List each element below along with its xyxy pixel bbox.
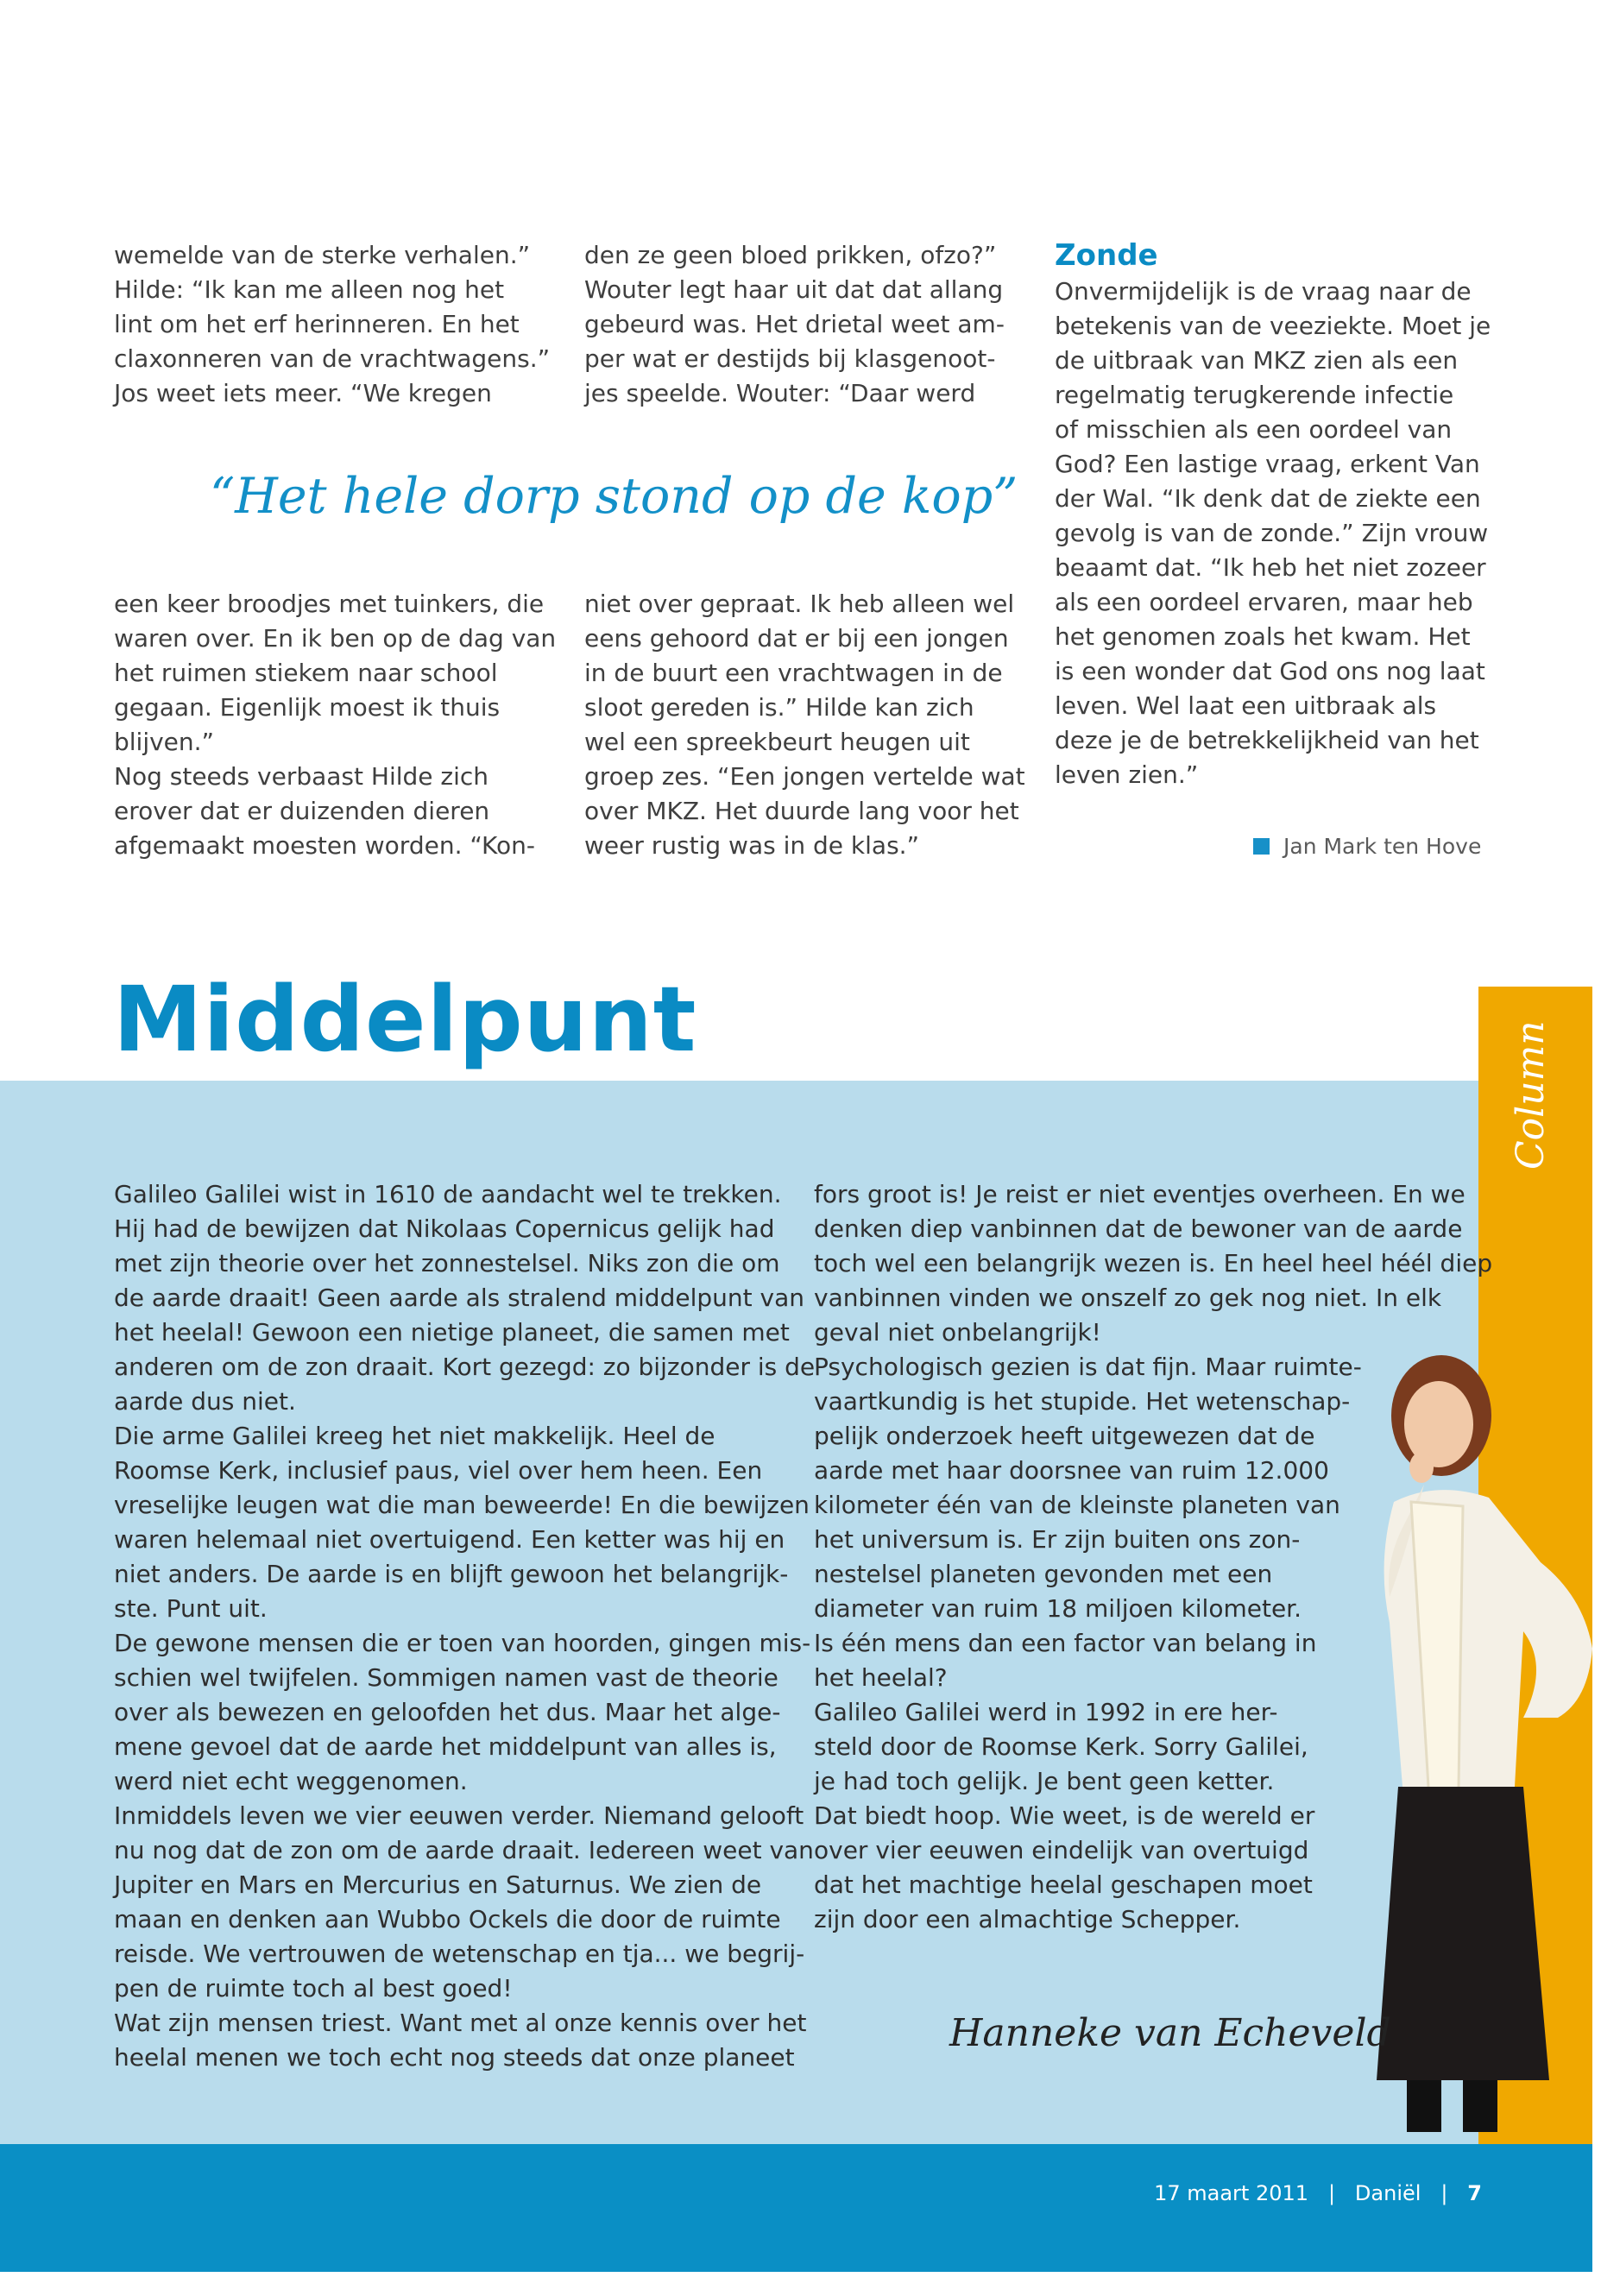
text-line: het ruimen stiekem naar school <box>114 659 498 687</box>
text-line: Dat biedt hoop. Wie weet, is de wereld er <box>814 1801 1315 1830</box>
text-line: regelmatig terugkerende infectie <box>1055 381 1454 409</box>
text-line: vreselijke leugen wat die man beweerde! En die bewijzen <box>114 1491 810 1519</box>
text-line: diameter van ruim 18 miljoen kilometer. <box>814 1594 1302 1623</box>
text-line: pen de ruimte toch al best goed! <box>114 1974 513 2003</box>
text-line: reisde. We vertrouwen de wetenschap en tja... we begrij- <box>114 1940 805 1968</box>
text-line: ste. Punt uit. <box>114 1594 268 1623</box>
text-line: heelal menen we toch echt nog steeds dat onze planeet <box>114 2043 795 2072</box>
text-line: toch wel een belangrijk wezen is. En heel heel héél diep <box>814 1249 1493 1277</box>
text-line: blijven.” <box>114 728 215 756</box>
text-line: der Wal. “Ik denk dat de ziekte een <box>1055 484 1481 513</box>
text-line: je had toch gelijk. Je bent geen ketter. <box>814 1767 1275 1795</box>
text-line: Hij had de bewijzen dat Nikolaas Copernicus gelijk had <box>114 1214 775 1243</box>
byline-author: Jan Mark ten Hove <box>1283 834 1482 859</box>
text-line: de aarde draait! Geen aarde als stralend middelpunt van <box>114 1284 804 1312</box>
column-text-left <box>114 1177 815 2075</box>
text-line: nu nog dat de zon om de aarde draait. Iedereen weet van <box>114 1836 814 1864</box>
text-line: wel een spreekbeurt heugen uit <box>584 728 970 756</box>
text-line: beaamt dat. “Ik heb het niet zozeer <box>1055 553 1486 582</box>
column-title: Middelpunt <box>113 967 697 1072</box>
text-line: Wouter legt haar uit dat dat allang <box>584 275 1004 304</box>
article-col2-bottom <box>584 587 1025 863</box>
byline <box>1253 834 1481 859</box>
text-line: Psychologisch gezien is dat fijn. Maar ruimte- <box>814 1353 1362 1381</box>
text-line: het universum is. Er zijn buiten ons zon- <box>814 1525 1301 1554</box>
text-line: niet over gepraat. Ik heb alleen wel <box>584 590 1015 618</box>
text-line: erover dat er duizenden dieren <box>114 797 490 825</box>
text-line: lint om het erf herinneren. En het <box>114 310 520 338</box>
text-line: per wat er destijds bij klasgenoot- <box>584 344 996 373</box>
text-line: claxonneren van de vrachtwagens.” <box>114 344 551 373</box>
footer-sep-2: | <box>1440 2181 1448 2205</box>
text-line: Onvermijdelijk is de vraag naar de <box>1055 277 1472 306</box>
text-line: nestelsel planeten gevonden met een <box>814 1560 1273 1588</box>
text-line: Is één mens dan een factor van belang in <box>814 1629 1317 1657</box>
text-line: Inmiddels leven we vier eeuwen verder. Niemand gelooft <box>114 1801 804 1830</box>
footer-bar <box>0 2144 1592 2272</box>
footer-sep-1: | <box>1327 2181 1336 2205</box>
text-line: geval niet onbelangrijk! <box>814 1318 1101 1347</box>
text-line: weer rustig was in de klas.” <box>584 831 920 860</box>
text-line: Jupiter en Mars en Mercurius en Saturnus. We zien de <box>114 1870 762 1899</box>
article-col1-top <box>114 238 550 411</box>
text-line: werd niet echt weggenomen. <box>114 1767 468 1795</box>
text-line: kilometer één van de kleinste planeten van <box>814 1491 1340 1519</box>
text-line: deze je de betrekkelijkheid van het <box>1055 726 1479 754</box>
footer-page-number: 7 <box>1467 2181 1482 2205</box>
text-line: gevolg is van de zonde.” Zijn vrouw <box>1055 519 1489 547</box>
text-line: de uitbraak van MKZ zien als een <box>1055 346 1459 375</box>
text-line: een keer broodjes met tuinkers, die <box>114 590 545 618</box>
text-line: den ze geen bloed prikken, ofzo?” <box>584 241 997 269</box>
text-line: aarde dus niet. <box>114 1387 296 1416</box>
text-line: Jos weet iets meer. “We kregen <box>114 379 492 407</box>
article-col1-bottom <box>114 587 556 863</box>
pull-quote: “Het hele dorp stond op de kop” <box>210 468 1018 525</box>
text-line: is een wonder dat God ons nog laat <box>1055 657 1485 685</box>
signature-text: Hanneke van Echeveld <box>949 2011 1391 2055</box>
text-line: niet anders. De aarde is en blijft gewoon het belangrijk- <box>114 1560 789 1588</box>
text-line: het heelal? <box>814 1663 948 1692</box>
text-line: sloot gereden is.” Hilde kan zich <box>584 693 974 722</box>
text-line: steld door de Roomse Kerk. Sorry Galilei, <box>814 1732 1308 1761</box>
article-col2-top <box>584 238 1005 411</box>
text-line: zijn door een almachtige Schepper. <box>814 1905 1241 1933</box>
text-line: afgemaakt moesten worden. “Kon- <box>114 831 535 860</box>
article-col3 <box>1055 274 1491 792</box>
text-line: jes speelde. Wouter: “Daar werd <box>584 379 976 407</box>
text-line: De gewone mensen die er toen van hoorden, gingen mis- <box>114 1629 811 1657</box>
text-line: mene gevoel dat de aarde het middelpunt van alles is, <box>114 1732 777 1761</box>
byline-square-icon <box>1253 838 1270 855</box>
text-line: het genomen zoals het kwam. Het <box>1055 622 1471 651</box>
text-line: Wat zijn mensen triest. Want met al onze kennis over het <box>114 2009 807 2037</box>
text-line: Die arme Galilei kreeg het niet makkelijk. Heel de <box>114 1422 715 1450</box>
text-line: over als bewezen en geloofden het dus. Maar het alge- <box>114 1698 781 1726</box>
text-line: gebeurd was. Het drietal weet am- <box>584 310 1005 338</box>
text-line: schien wel twijfelen. Sommigen namen vast de theorie <box>114 1663 778 1692</box>
text-line: Nog steeds verbaast Hilde zich <box>114 762 489 791</box>
text-line: waren helemaal niet overtuigend. Een ketter was hij en <box>114 1525 785 1554</box>
text-line: maan en denken aan Wubbo Ockels die door de ruimte <box>114 1905 781 1933</box>
column-side-label-text: Column <box>1509 1020 1553 1170</box>
text-line: eens gehoord dat er bij een jongen <box>584 624 1009 653</box>
text-line: God? Een lastige vraag, erkent Van <box>1055 450 1480 478</box>
text-line: waren over. En ik ben op de dag van <box>114 624 557 653</box>
footer-text <box>1154 2181 1482 2205</box>
text-line: groep zes. “Een jongen vertelde wat <box>584 762 1025 791</box>
text-line: anderen om de zon draait. Kort gezegd: zo bijzonder is de <box>114 1353 816 1381</box>
text-line: Roomse Kerk, inclusief paus, viel over hem heen. Een <box>114 1456 763 1485</box>
zonde-heading: Zonde <box>1055 238 1158 273</box>
text-line: leven. Wel laat een uitbraak als <box>1055 691 1437 720</box>
text-line: wemelde van de sterke verhalen.” <box>114 241 531 269</box>
text-line: Hilde: “Ik kan me alleen nog het <box>114 275 505 304</box>
text-line: vanbinnen vinden we onszelf zo gek nog niet. In elk <box>814 1284 1442 1312</box>
text-line: Galileo Galilei wist in 1610 de aandacht wel te trekken. <box>114 1180 782 1208</box>
text-line: of misschien als een oordeel van <box>1055 415 1453 444</box>
text-line: in de buurt een vrachtwagen in de <box>584 659 1003 687</box>
text-line: het heelal! Gewoon een nietige planeet, die samen met <box>114 1318 790 1347</box>
author-signature <box>949 1994 1391 2072</box>
text-line: met zijn theorie over het zonnestelsel. Niks zon die om <box>114 1249 780 1277</box>
text-line: over vier eeuwen eindelijk van overtuigd <box>814 1836 1309 1864</box>
text-line: denken diep vanbinnen dat de bewoner van de aarde <box>814 1214 1463 1243</box>
footer-date: 17 maart 2011 <box>1154 2181 1309 2205</box>
text-line: leven zien.” <box>1055 760 1199 789</box>
text-line: dat het machtige heelal geschapen moet <box>814 1870 1313 1899</box>
text-line: als een oordeel ervaren, maar heb <box>1055 588 1473 616</box>
text-line: over MKZ. Het duurde lang voor het <box>584 797 1019 825</box>
text-line: gegaan. Eigenlijk moest ik thuis <box>114 693 501 722</box>
text-line: vaartkundig is het stupide. Het wetenschap- <box>814 1387 1351 1416</box>
text-line: fors groot is! Je reist er niet eventjes overheen. En we <box>814 1180 1465 1208</box>
text-line: aarde met haar doorsnee van ruim 12.000 <box>814 1456 1329 1485</box>
text-line: pelijk onderzoek heeft uitgewezen dat de <box>814 1422 1315 1450</box>
text-line: betekenis van de veeziekte. Moet je <box>1055 312 1491 340</box>
text-line: Galileo Galilei werd in 1992 in ere her- <box>814 1698 1278 1726</box>
footer-magazine: Daniël <box>1354 2181 1421 2205</box>
